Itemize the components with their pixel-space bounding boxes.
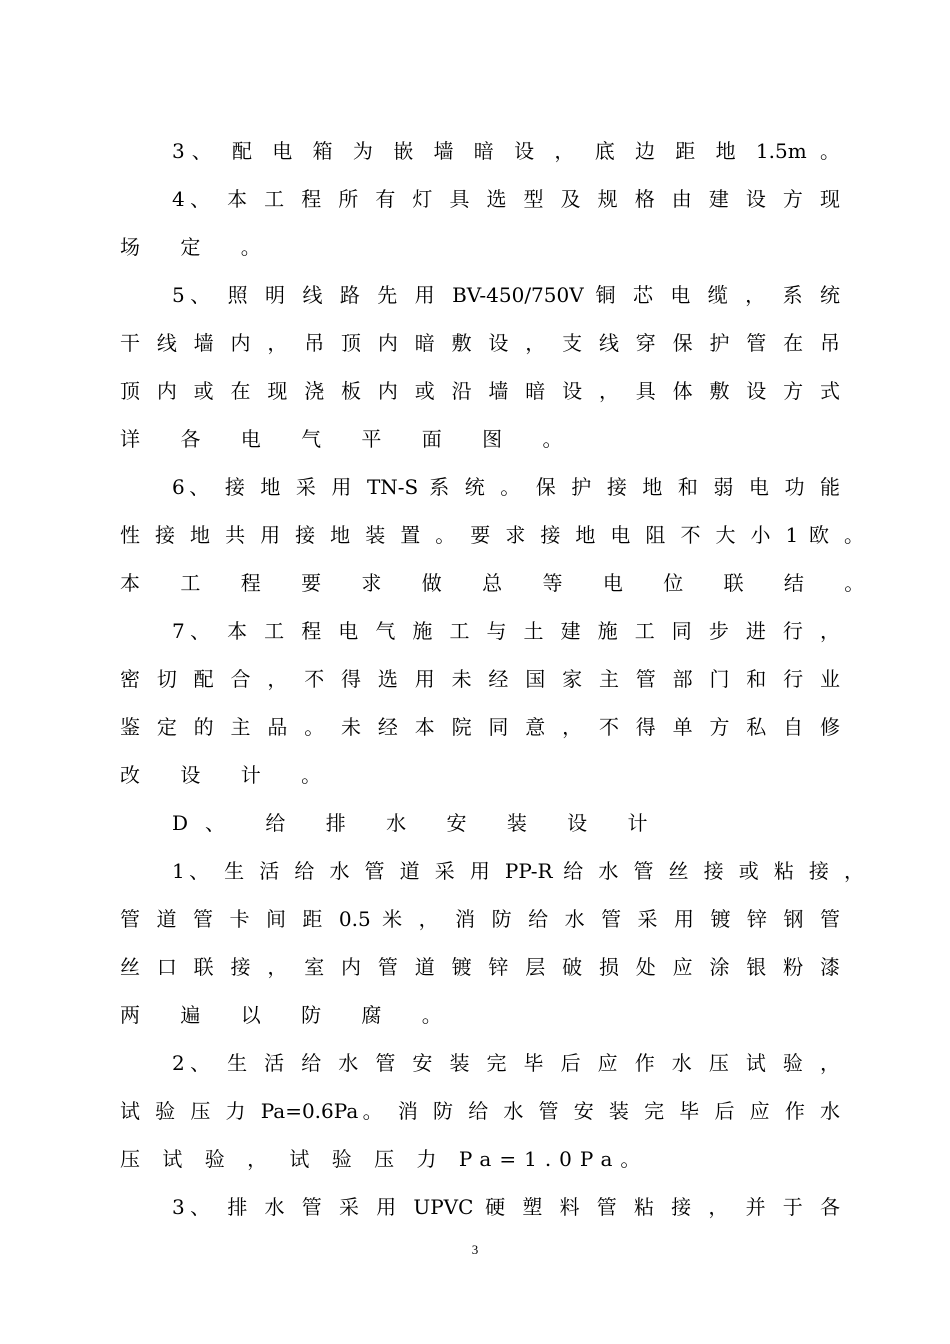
text-line: 改 设 计 。 bbox=[120, 763, 339, 787]
page-number: 3 bbox=[471, 1242, 479, 1257]
text-line: 压 试 验 ， 试 验 压 力 Pa=1.0Pa。 bbox=[120, 1147, 649, 1171]
text-line: 鉴 定 的 主 品 。 未 经 本 院 同 意 ， 不 得 单 方 私 自 修 bbox=[120, 715, 840, 739]
text-line: 场 定 。 bbox=[120, 235, 278, 259]
text-line: 性 接 地 共 用 接 地 装 置 。 要 求 接 地 电 阻 不 大 小 1 欧 。 bbox=[120, 523, 864, 547]
text-line: 密 切 配 合 ， 不 得 选 用 未 经 国 家 主 管 部 门 和 行 业 bbox=[120, 667, 840, 691]
text-line: 顶 内 或 在 现 浇 板 内 或 沿 墙 暗 设 ， 具 体 敷 设 方 式 bbox=[120, 379, 840, 403]
text-line: 本 工 程 要 求 做 总 等 电 位 联 结 。 bbox=[120, 571, 882, 595]
text-line: 丝 口 联 接 ， 室 内 管 道 镀 锌 层 破 损 处 应 涂 银 粉 漆 bbox=[120, 955, 840, 979]
text-line: 1、 生 活 给 水 管 道 采 用 PP-R 给 水 管 丝 接 或 粘 接 ， bbox=[172, 859, 864, 883]
text-line: 5、 照 明 线 路 先 用 BV-450/750V 铜 芯 电 缆 ， 系 统 bbox=[172, 283, 840, 307]
text-line: 6、 接 地 采 用 TN-S 系 统 。 保 护 接 地 和 弱 电 功 能 bbox=[172, 475, 840, 499]
text-line: 2、 生 活 给 水 管 安 装 完 毕 后 应 作 水 压 试 验 ， bbox=[172, 1051, 840, 1075]
text-line: 两 遍 以 防 腐 。 bbox=[120, 1003, 459, 1027]
text-line: 试 验 压 力 Pa=0.6Pa。 消 防 给 水 管 安 装 完 毕 后 应 作 水 bbox=[120, 1099, 840, 1123]
section-heading: D、 给 排 水 安 装 设 计 bbox=[172, 811, 665, 835]
text-line: 3、 配 电 箱 为 嵌 墙 暗 设 ， 底 边 距 地 1.5m 。 bbox=[172, 139, 840, 163]
text-line: 3、 排 水 管 采 用 UPVC 硬 塑 料 管 粘 接 ， 并 于 各 bbox=[172, 1195, 840, 1219]
text-line: 干 线 墙 内 ， 吊 顶 内 暗 敷 设 ， 支 线 穿 保 护 管 在 吊 bbox=[120, 331, 840, 355]
text-line: 4、 本 工 程 所 有 灯 具 选 型 及 规 格 由 建 设 方 现 bbox=[172, 187, 840, 211]
text-line: 详 各 电 气 平 面 图 。 bbox=[120, 427, 580, 451]
text-line: 管 道 管 卡 间 距 0.5 米 ， 消 防 给 水 管 采 用 镀 锌 钢 管 bbox=[120, 907, 840, 931]
text-line: 7、 本 工 程 电 气 施 工 与 土 建 施 工 同 步 进 行 ， bbox=[172, 619, 840, 643]
